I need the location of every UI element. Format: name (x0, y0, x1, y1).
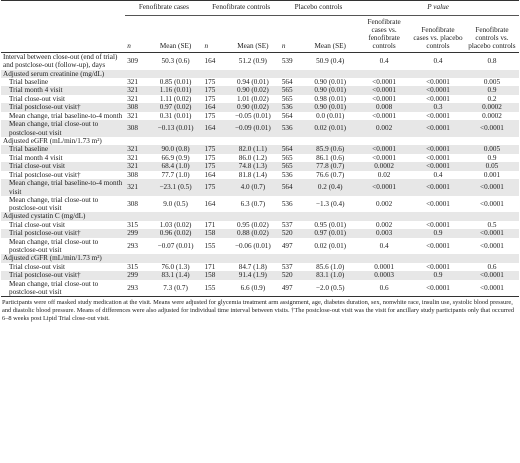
cell-n-fenofibrate-controls (203, 212, 226, 220)
cell-n-fenofibrate-cases: 299 (125, 229, 148, 238)
row-label: Trial baseline (1, 145, 125, 154)
cell-mean-fenofibrate-cases: 90.0 (0.8) (149, 145, 203, 154)
cell-n-placebo-controls: 564 (281, 111, 293, 120)
cell-n-placebo-controls: 536 (280, 103, 303, 112)
table-row (1, 179, 519, 196)
cell-n-placebo-controls (280, 70, 303, 78)
cell-mean-fenofibrate-controls: 74.8 (1.3) (226, 162, 280, 171)
cell-p-cases-vs-fenofibrate-controls: 0.4 (379, 241, 389, 250)
cell-mean-fenofibrate-controls: 0.90 (0.02) (226, 103, 280, 112)
cell-p-fenofibrate-vs-placebo-controls (465, 137, 519, 145)
cell-p-cases-vs-placebo-controls: <0.0001 (426, 94, 450, 103)
cell-mean-placebo-controls: 0.02 (0.01) (314, 241, 347, 250)
table-row (1, 112, 519, 121)
header-mean: Mean (SE) (237, 42, 269, 50)
cell-p-cases-vs-fenofibrate-controls: 0.0002 (357, 162, 411, 171)
cell-mean-placebo-controls: 0.95 (0.01) (314, 220, 347, 229)
table-row (1, 120, 519, 137)
cell-mean-placebo-controls (303, 212, 357, 220)
row-label: Trial close-out visit (9, 262, 66, 271)
cell-n-fenofibrate-controls: 164 (204, 57, 216, 66)
cell-p-cases-vs-placebo-controls: 0.9 (411, 271, 465, 280)
cell-p-cases-vs-fenofibrate-controls: <0.0001 (357, 179, 411, 196)
cell-p-cases-vs-fenofibrate-controls (357, 70, 411, 78)
table-section-row (1, 53, 519, 70)
cell-mean-fenofibrate-cases (149, 254, 203, 262)
cell-n-fenofibrate-cases: 308 (127, 170, 138, 179)
cell-n-fenofibrate-controls: 175 (204, 153, 216, 162)
row-label: Mean change, trial baseline-to-4 month visit (1, 179, 125, 196)
cell-mean-placebo-controls: −2.0 (0.5) (303, 280, 357, 297)
cell-p-fenofibrate-vs-placebo-controls: <0.0001 (465, 229, 519, 238)
cell-mean-placebo-controls: 0.90 (0.01) (314, 77, 347, 86)
cell-n-placebo-controls: 537 (281, 262, 293, 271)
cell-mean-fenofibrate-cases: 50.3 (0.6) (161, 57, 190, 66)
group-header-placebo-controls: Placebo controls (280, 1, 357, 16)
cell-n-placebo-controls: 565 (281, 94, 293, 103)
cell-n-fenofibrate-controls: 155 (204, 241, 216, 250)
cell-n-fenofibrate-cases: 321 (127, 94, 138, 103)
cell-p-fenofibrate-vs-placebo-controls: 0.9 (487, 153, 497, 162)
cell-n-placebo-controls (280, 137, 303, 145)
row-label: Mean change, trial close-out to postclose-out visit (1, 120, 125, 137)
cell-mean-fenofibrate-cases (149, 212, 203, 220)
cell-n-fenofibrate-cases: 308 (125, 120, 148, 137)
cell-mean-fenofibrate-cases: 1.03 (0.02) (159, 220, 192, 229)
cell-p-fenofibrate-vs-placebo-controls (465, 254, 519, 262)
cell-n-fenofibrate-cases: 299 (125, 271, 148, 280)
cell-mean-fenofibrate-controls: 0.95 (0.02) (237, 220, 269, 229)
cell-mean-fenofibrate-cases: −0.07 (0.01) (157, 241, 194, 250)
cell-mean-placebo-controls: 0.97 (0.01) (303, 229, 357, 238)
row-label: Trial postclose-out visit† (1, 271, 125, 280)
cell-n-fenofibrate-controls: 164 (204, 170, 216, 179)
cell-p-cases-vs-placebo-controls: <0.0001 (426, 220, 450, 229)
cell-mean-placebo-controls: 50.9 (0.4) (316, 57, 345, 66)
cell-p-cases-vs-placebo-controls (411, 70, 465, 78)
table-row (1, 271, 519, 280)
cell-n-placebo-controls: 520 (280, 271, 303, 280)
header-spacer (1, 1, 125, 16)
cell-mean-fenofibrate-controls: 6.3 (0.7) (240, 199, 266, 208)
cell-mean-placebo-controls: 0.2 (0.4) (303, 179, 357, 196)
cell-mean-placebo-controls: 0.98 (0.01) (314, 94, 347, 103)
cell-p-cases-vs-fenofibrate-controls: <0.0001 (357, 145, 411, 154)
cell-mean-fenofibrate-controls: 81.8 (1.4) (238, 170, 267, 179)
header-n: n (127, 42, 131, 50)
cell-p-fenofibrate-vs-placebo-controls: 0.9 (465, 86, 519, 95)
table-section-row (1, 70, 519, 78)
cell-n-fenofibrate-controls: 175 (204, 94, 216, 103)
cell-p-cases-vs-placebo-controls: 0.4 (433, 170, 443, 179)
cell-n-placebo-controls: 536 (280, 120, 303, 137)
row-label: Interval between close-out (end of trial) and postclose-out (follow-up), days (3, 53, 118, 70)
cell-mean-fenofibrate-cases: 68.4 (1.0) (149, 162, 203, 171)
cell-mean-placebo-controls: −1.3 (0.4) (315, 199, 345, 208)
cell-mean-fenofibrate-controls: 0.88 (0.02) (226, 229, 280, 238)
table-header (1, 1, 519, 53)
table-footnote: Participants were off masked study medication at the visit. Means were adjusted for glycemia treatment arm assignment, age, diabetes duration, sex, nonwhite race, insulin use, systolic blood pressure, and diastolic blood pressure. Means of differences were also adjusted for individual time interval between visits. †The postclose-out visit was the visit for ancillary study participants only that occurred 6–8 weeks post Lipid Trial close-out visit. (2, 299, 515, 323)
cell-n-fenofibrate-controls: 158 (203, 229, 226, 238)
cell-mean-fenofibrate-controls: −0.05 (0.01) (234, 111, 271, 120)
cell-p-cases-vs-placebo-controls: 0.9 (411, 229, 465, 238)
row-label: Mean change, trial close-out to postclose-out visit (9, 195, 99, 213)
cell-n-fenofibrate-controls: 171 (204, 220, 216, 229)
cell-p-cases-vs-fenofibrate-controls: 0.003 (357, 229, 411, 238)
header-mean: Mean (SE) (159, 42, 192, 50)
cell-n-placebo-controls: 565 (280, 86, 303, 95)
table-row (1, 86, 519, 95)
table-row (1, 162, 519, 171)
cell-p-cases-vs-placebo-controls: 0.3 (411, 103, 465, 112)
cell-n-fenofibrate-controls (203, 254, 226, 262)
cell-mean-fenofibrate-cases: 0.31 (0.01) (159, 111, 192, 120)
cell-mean-fenofibrate-cases (149, 137, 203, 145)
cell-n-fenofibrate-cases: 321 (125, 162, 148, 171)
group-header-fenofibrate-cases: Fenofibrate cases (125, 1, 202, 16)
cell-p-fenofibrate-vs-placebo-controls: 0.2 (487, 94, 497, 103)
cell-n-placebo-controls: 539 (281, 57, 293, 66)
cell-mean-fenofibrate-controls (226, 137, 280, 145)
cell-mean-placebo-controls: 85.6 (1.0) (316, 262, 345, 271)
cell-mean-fenofibrate-controls: 1.01 (0.02) (237, 94, 269, 103)
cell-p-fenofibrate-vs-placebo-controls: 0.5 (487, 220, 497, 229)
cell-mean-fenofibrate-cases: 7.3 (0.7) (149, 280, 203, 297)
cell-n-fenofibrate-cases: 321 (127, 77, 138, 86)
cell-mean-fenofibrate-controls: −0.06 (0.01) (234, 241, 271, 250)
table-row (1, 263, 519, 272)
cell-mean-fenofibrate-controls: 91.4 (1.9) (226, 271, 280, 280)
cell-n-placebo-controls: 497 (280, 280, 303, 297)
cell-n-fenofibrate-cases: 293 (125, 280, 148, 297)
table-row (1, 145, 519, 154)
table-row (1, 221, 519, 230)
cell-mean-fenofibrate-cases: 0.85 (0.01) (159, 77, 192, 86)
cell-p-cases-vs-fenofibrate-controls: <0.0001 (372, 77, 396, 86)
cell-p-cases-vs-fenofibrate-controls: 0.0003 (357, 271, 411, 280)
cell-n-fenofibrate-controls: 164 (203, 120, 226, 137)
table-section-row (1, 137, 519, 145)
header-n: n (281, 42, 286, 50)
cell-n-placebo-controls: 565 (281, 153, 293, 162)
cell-mean-placebo-controls: 0.02 (0.01) (303, 120, 357, 137)
cell-p-cases-vs-placebo-controls: <0.0001 (426, 77, 450, 86)
row-label: Trial close-out visit (9, 220, 66, 229)
cell-mean-fenofibrate-controls: −0.09 (0.01) (226, 120, 280, 137)
cell-n-placebo-controls: 565 (280, 162, 303, 171)
row-label: Adjusted eGFR (mL/min/1.73 m²) (3, 136, 102, 145)
cell-n-fenofibrate-controls: 158 (203, 271, 226, 280)
row-label: Trial postclose-out visit† (9, 170, 81, 179)
cell-n-placebo-controls: 564 (281, 77, 293, 86)
cell-n-fenofibrate-cases: 315 (127, 262, 138, 271)
row-label: Adjusted serum creatinine (mg/dL) (1, 70, 125, 78)
cell-n-placebo-controls: 520 (280, 229, 303, 238)
cell-mean-placebo-controls: 0.90 (0.01) (303, 103, 357, 112)
cell-p-cases-vs-placebo-controls: <0.0001 (411, 145, 465, 154)
cell-p-cases-vs-placebo-controls (411, 212, 465, 220)
cell-p-fenofibrate-vs-placebo-controls: <0.0001 (480, 241, 504, 250)
cell-n-placebo-controls (280, 254, 303, 262)
row-label: Adjusted cGFR (mL/min/1.73 m²) (1, 254, 125, 262)
cell-p-fenofibrate-vs-placebo-controls: 0.005 (483, 77, 501, 86)
cell-n-fenofibrate-controls: 164 (204, 199, 216, 208)
cell-mean-fenofibrate-cases: 76.0 (1.3) (161, 262, 190, 271)
cell-mean-placebo-controls: 0.0 (0.01) (316, 111, 345, 120)
cell-mean-fenofibrate-cases: 66.9 (0.9) (161, 153, 190, 162)
cell-n-fenofibrate-cases: 321 (125, 145, 148, 154)
header-p-fenofibrate-vs-placebo-controls: Fenofibrate controls vs. placebo controls (468, 26, 516, 50)
cell-mean-placebo-controls: 76.6 (0.7) (316, 170, 345, 179)
cell-mean-placebo-controls: 77.8 (0.7) (303, 162, 357, 171)
cell-mean-placebo-controls (303, 70, 357, 78)
cell-n-fenofibrate-cases (125, 212, 148, 220)
cell-p-cases-vs-fenofibrate-controls: 0.6 (357, 280, 411, 297)
header-label-spacer (1, 16, 125, 53)
cell-mean-fenofibrate-cases: −23.1 (0.5) (149, 179, 203, 196)
cell-mean-fenofibrate-cases: 9.0 (0.5) (163, 199, 188, 208)
cell-n-fenofibrate-cases (125, 254, 148, 262)
cell-p-cases-vs-placebo-controls: <0.0001 (411, 162, 465, 171)
cell-mean-fenofibrate-controls (226, 70, 280, 78)
cell-p-fenofibrate-vs-placebo-controls: 0.001 (483, 170, 501, 179)
header-p-cases-vs-fenofibrate-controls: Fenofibrate cases vs. fenofibrate controls (367, 18, 401, 50)
row-label: Mean change, trial close-out to postclose-out visit (9, 237, 99, 255)
table-row (1, 229, 519, 238)
cell-p-cases-vs-fenofibrate-controls: <0.0001 (372, 111, 396, 120)
cell-mean-placebo-controls: 85.9 (0.6) (303, 145, 357, 154)
cell-mean-fenofibrate-cases: 77.7 (1.0) (161, 170, 190, 179)
header-p-cases-vs-placebo-controls: Fenofibrate cases vs. placebo controls (413, 26, 463, 50)
cell-p-cases-vs-fenofibrate-controls: 0.4 (379, 57, 389, 66)
cell-p-cases-vs-placebo-controls (411, 137, 465, 145)
cell-p-fenofibrate-vs-placebo-controls: <0.0001 (465, 271, 519, 280)
cell-p-fenofibrate-vs-placebo-controls: <0.0001 (465, 120, 519, 137)
cell-p-cases-vs-placebo-controls: <0.0001 (411, 86, 465, 95)
cell-n-fenofibrate-controls (203, 70, 226, 78)
cell-p-cases-vs-placebo-controls: <0.0001 (411, 280, 465, 297)
cell-n-fenofibrate-cases: 309 (127, 57, 138, 66)
cell-p-cases-vs-placebo-controls: <0.0001 (411, 179, 465, 196)
cell-n-placebo-controls: 497 (281, 241, 293, 250)
cell-n-fenofibrate-controls: 175 (203, 179, 226, 196)
results-table (1, 0, 519, 297)
cell-n-fenofibrate-controls: 175 (203, 145, 226, 154)
cell-p-cases-vs-placebo-controls: <0.0001 (426, 262, 450, 271)
cell-n-fenofibrate-cases: 321 (125, 179, 148, 196)
cell-p-fenofibrate-vs-placebo-controls: 0.0002 (482, 111, 502, 120)
table-section-row (1, 212, 519, 220)
cell-mean-fenofibrate-controls: 6.6 (0.9) (226, 280, 280, 297)
cell-p-cases-vs-placebo-controls: <0.0001 (426, 199, 450, 208)
cell-mean-fenofibrate-controls (226, 212, 280, 220)
cell-p-fenofibrate-vs-placebo-controls: 0.0002 (465, 103, 519, 112)
row-label: Trial postclose-out visit† (1, 103, 125, 112)
cell-mean-fenofibrate-controls: 51.2 (0.9) (238, 57, 267, 66)
row-label: Adjusted cystatin C (mg/dL) (1, 212, 125, 220)
cell-mean-fenofibrate-controls (226, 254, 280, 262)
cell-n-placebo-controls: 536 (281, 170, 293, 179)
cell-n-placebo-controls: 537 (281, 220, 293, 229)
cell-n-fenofibrate-controls: 164 (203, 103, 226, 112)
cell-n-fenofibrate-controls: 155 (203, 280, 226, 297)
cell-mean-fenofibrate-cases: 1.16 (0.01) (149, 86, 203, 95)
group-header-p-value: P value (357, 1, 519, 16)
cell-n-fenofibrate-cases: 308 (125, 103, 148, 112)
cell-mean-fenofibrate-controls: 82.0 (1.1) (226, 145, 280, 154)
cell-n-fenofibrate-controls: 175 (204, 77, 216, 86)
cell-n-fenofibrate-cases: 293 (127, 241, 138, 250)
cell-p-fenofibrate-vs-placebo-controls: <0.0001 (465, 280, 519, 297)
cell-mean-fenofibrate-controls: 0.90 (0.02) (226, 86, 280, 95)
cell-p-fenofibrate-vs-placebo-controls: 0.005 (465, 145, 519, 154)
cell-p-cases-vs-fenofibrate-controls: 0.002 (357, 120, 411, 137)
cell-p-fenofibrate-vs-placebo-controls: <0.0001 (465, 179, 519, 196)
cell-p-cases-vs-placebo-controls: 0.4 (433, 57, 443, 66)
cell-mean-fenofibrate-cases: 0.96 (0.02) (149, 229, 203, 238)
row-label: Trial month 4 visit (9, 153, 63, 162)
table-row (1, 78, 519, 87)
cell-n-placebo-controls: 564 (280, 145, 303, 154)
cell-p-fenofibrate-vs-placebo-controls (465, 70, 519, 78)
cell-mean-fenofibrate-cases: 1.11 (0.02) (159, 94, 192, 103)
cell-mean-placebo-controls: 86.1 (0.6) (316, 153, 345, 162)
cell-p-cases-vs-fenofibrate-controls: 0.008 (357, 103, 411, 112)
cell-p-cases-vs-placebo-controls: <0.0001 (411, 120, 465, 137)
cell-n-fenofibrate-cases: 321 (127, 153, 138, 162)
cell-mean-placebo-controls (303, 254, 357, 262)
cell-p-cases-vs-placebo-controls: <0.0001 (426, 153, 450, 162)
row-label: Trial postclose-out visit† (1, 229, 125, 238)
cell-p-cases-vs-fenofibrate-controls (357, 212, 411, 220)
table-section-row (1, 254, 519, 262)
table-row (1, 95, 519, 104)
cell-mean-fenofibrate-cases: 83.1 (1.4) (149, 271, 203, 280)
header-mean: Mean (SE) (314, 42, 346, 50)
cell-p-cases-vs-fenofibrate-controls (357, 254, 411, 262)
table-row (1, 154, 519, 163)
cell-n-fenofibrate-controls: 171 (204, 262, 216, 271)
cell-p-cases-vs-fenofibrate-controls: 0.02 (377, 170, 391, 179)
table-row (1, 280, 519, 297)
cell-p-cases-vs-fenofibrate-controls: <0.0001 (372, 153, 396, 162)
table-row (1, 238, 519, 255)
table-body (1, 53, 519, 297)
row-label: Mean change, trial close-out to postclose-out visit (1, 280, 125, 297)
table-row (1, 196, 519, 213)
cell-mean-fenofibrate-controls: 0.94 (0.01) (237, 77, 269, 86)
row-label: Trial close-out visit (1, 162, 125, 171)
row-label: Trial month 4 visit (1, 86, 125, 95)
cell-n-fenofibrate-controls: 175 (203, 86, 226, 95)
cell-p-cases-vs-fenofibrate-controls: <0.0001 (372, 94, 396, 103)
cell-n-fenofibrate-cases: 321 (125, 86, 148, 95)
cell-mean-fenofibrate-cases: 0.97 (0.02) (149, 103, 203, 112)
table-row (1, 103, 519, 112)
group-header-fenofibrate-controls: Fenofibrate controls (203, 1, 280, 16)
cell-n-fenofibrate-cases (125, 137, 148, 145)
cell-n-fenofibrate-controls: 175 (203, 162, 226, 171)
row-label: Trial close-out visit (9, 94, 66, 103)
cell-mean-fenofibrate-controls: 84.7 (1.8) (238, 262, 267, 271)
cell-p-cases-vs-fenofibrate-controls: <0.0001 (357, 86, 411, 95)
cell-p-fenofibrate-vs-placebo-controls: 0.6 (487, 262, 497, 271)
cell-p-fenofibrate-vs-placebo-controls (465, 212, 519, 220)
cell-n-fenofibrate-cases: 315 (127, 220, 138, 229)
cell-mean-placebo-controls: 83.1 (1.0) (303, 271, 357, 280)
table-row (1, 171, 519, 180)
cell-mean-placebo-controls: 0.90 (0.01) (303, 86, 357, 95)
cell-n-fenofibrate-cases: 321 (127, 111, 138, 120)
cell-mean-fenofibrate-cases (149, 70, 203, 78)
cell-mean-fenofibrate-cases: −0.13 (0.01) (149, 120, 203, 137)
cell-p-fenofibrate-vs-placebo-controls: 0.8 (487, 57, 497, 66)
cell-n-placebo-controls: 536 (281, 199, 293, 208)
cell-p-fenofibrate-vs-placebo-controls: 0.05 (465, 162, 519, 171)
cell-mean-fenofibrate-controls: 4.0 (0.7) (226, 179, 280, 196)
cell-n-placebo-controls (280, 212, 303, 220)
cell-n-fenofibrate-cases: 308 (127, 199, 138, 208)
row-label: Mean change, trial baseline-to-4 month (9, 111, 123, 120)
cell-n-fenofibrate-controls (203, 137, 226, 145)
cell-p-cases-vs-fenofibrate-controls: 0.002 (376, 199, 393, 208)
cell-p-cases-vs-fenofibrate-controls: 0.002 (376, 220, 393, 229)
cell-n-placebo-controls: 564 (280, 179, 303, 196)
cell-p-cases-vs-placebo-controls (411, 254, 465, 262)
cell-n-fenofibrate-controls: 175 (204, 111, 216, 120)
cell-p-cases-vs-placebo-controls: <0.0001 (426, 111, 450, 120)
results-table-container (1, 0, 519, 323)
row-label: Trial baseline (9, 77, 49, 86)
cell-mean-fenofibrate-controls: 86.0 (1.2) (238, 153, 267, 162)
cell-p-cases-vs-fenofibrate-controls: 0.0001 (374, 262, 394, 271)
header-n: n (204, 42, 209, 50)
cell-n-fenofibrate-cases (125, 70, 148, 78)
cell-p-cases-vs-placebo-controls: <0.0001 (426, 241, 450, 250)
cell-mean-placebo-controls (303, 137, 357, 145)
cell-p-cases-vs-fenofibrate-controls (357, 137, 411, 145)
cell-p-fenofibrate-vs-placebo-controls: <0.0001 (480, 199, 504, 208)
